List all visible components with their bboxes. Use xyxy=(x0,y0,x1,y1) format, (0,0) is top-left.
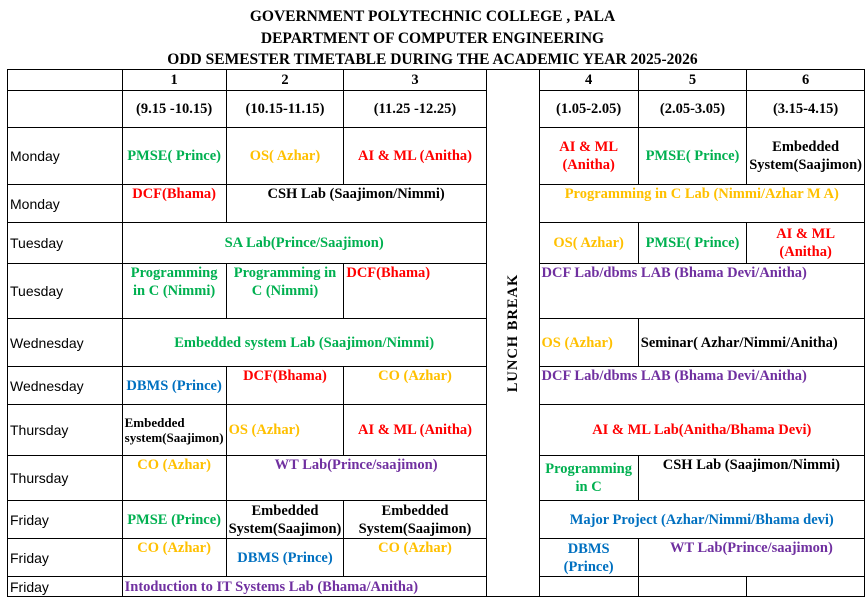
slot-p5-p6: Seminar( Azhar/Nimmi/Anitha) xyxy=(638,319,864,367)
slot-p4: Programming in C xyxy=(539,456,638,501)
slot-p4-p6: AI & ML Lab(Anitha/Bhama Devi) xyxy=(539,405,864,456)
slot-p4-empty xyxy=(539,577,638,597)
period-6-time: (3.15-4.15) xyxy=(747,91,865,128)
slot-p1-p3: Embedded system Lab (Saajimon/Nimmi) xyxy=(122,319,486,367)
schedule-row-tuesday-1 xyxy=(8,223,865,264)
slot-p2-text: Embedded System(Saajimon) xyxy=(228,502,342,537)
slot-p4-p6: Programming in C Lab (Nimmi/Azhar M A) xyxy=(539,185,864,223)
slot-p2-p3: WT Lab(Prince/saajimon) xyxy=(226,456,486,501)
period-4-time: (1.05-2.05) xyxy=(539,91,638,128)
schedule-row-friday-3 xyxy=(8,577,865,597)
slot-p6-empty xyxy=(747,577,865,597)
slot-p3: DCF(Bhama) xyxy=(344,264,486,319)
period-1-number: 1 xyxy=(122,70,226,91)
schedule-row-friday-2 xyxy=(8,539,865,577)
slot-p5: PMSE( Prince) xyxy=(638,128,746,185)
slot-p3: AI & ML (Anitha) xyxy=(344,405,486,456)
period-5-number: 5 xyxy=(638,70,746,91)
college-name: GOVERNMENT POLYTECHNIC COLLEGE , PALA xyxy=(249,8,616,25)
day-label: Monday xyxy=(8,185,123,223)
slot-p6: AI & ML (Anitha) xyxy=(747,223,865,264)
day-label: Tuesday xyxy=(8,264,123,319)
slot-p2 xyxy=(226,501,344,539)
slot-p2-text: Programming in C (Nimmi) xyxy=(233,265,337,299)
day-label: Thursday xyxy=(8,456,123,501)
slot-p4-p6: Major Project (Azhar/Nimmi/Bhama devi) xyxy=(539,501,864,539)
slot-p2-p3: CSH Lab (Saajimon/Nimmi) xyxy=(226,185,486,223)
slot-p1: Embedded system(Saajimon) xyxy=(122,405,226,456)
slot-p1 xyxy=(122,264,226,319)
slot-p2: DCF(Bhama) xyxy=(226,367,344,405)
slot-p4: AI & ML (Anitha) xyxy=(539,128,638,185)
day-label: Thursday xyxy=(8,405,123,456)
slot-p2: OS (Azhar) xyxy=(226,405,344,456)
slot-p5-empty xyxy=(638,577,746,597)
day-label: Friday xyxy=(8,577,123,597)
period-3-number: 3 xyxy=(344,70,486,91)
schedule-row-thursday-1 xyxy=(8,405,865,456)
timetable xyxy=(7,69,865,597)
slot-p2 xyxy=(226,264,344,319)
schedule-row-monday-2 xyxy=(8,185,865,223)
slot-p1: DCF(Bhama) xyxy=(122,185,226,223)
corner-cell xyxy=(8,70,123,91)
slot-p1-text: Programming in C (Nimmi) xyxy=(130,265,218,299)
period-4-number: 4 xyxy=(539,70,638,91)
period-5-time: (2.05-3.05) xyxy=(638,91,746,128)
day-label: Wednesday xyxy=(8,319,123,367)
lunch-break-column xyxy=(486,70,539,597)
slot-p3: Embedded System(Saajimon) xyxy=(344,501,486,539)
period-3-time: (11.25 -12.25) xyxy=(344,91,486,128)
day-label: Wednesday xyxy=(8,367,123,405)
slot-p3: AI & ML (Anitha) xyxy=(344,128,486,185)
slot-p1: PMSE (Prince) xyxy=(122,501,226,539)
slot-p3: CO (Azhar) xyxy=(344,539,486,577)
slot-p4: DBMS (Prince) xyxy=(539,539,638,577)
slot-p2: OS( Azhar) xyxy=(226,128,344,185)
slot-p5: PMSE( Prince) xyxy=(638,223,746,264)
corner-cell-time xyxy=(8,91,123,128)
slot-p2: DBMS (Prince) xyxy=(226,539,344,577)
schedule-row-wednesday-1 xyxy=(8,319,865,367)
schedule-row-wednesday-2 xyxy=(8,367,865,405)
day-label: Monday xyxy=(8,128,123,185)
day-label: Tuesday xyxy=(8,223,123,264)
slot-p1: CO (Azhar) xyxy=(122,539,226,577)
day-label: Friday xyxy=(8,501,123,539)
slot-p5-p6: WT Lab(Prince/saajimon) xyxy=(638,539,864,577)
slot-p5-p6: CSH Lab (Saajimon/Nimmi) xyxy=(638,456,864,501)
period-1-time: (9.15 -10.15) xyxy=(122,91,226,128)
schedule-row-friday-1 xyxy=(8,501,865,539)
slot-p3: CO (Azhar) xyxy=(344,367,486,405)
period-time-row xyxy=(8,91,865,128)
slot-p4: OS (Azhar) xyxy=(539,319,638,367)
period-number-row xyxy=(8,70,865,91)
slot-p6: Embedded System(Saajimon) xyxy=(747,128,865,185)
slot-p1: CO (Azhar) xyxy=(122,456,226,501)
timetable-title: ODD SEMESTER TIMETABLE DURING THE ACADEMIC YEAR 2025-2026 xyxy=(167,51,698,68)
lunch-break-label: LUNCH BREAK xyxy=(504,273,521,393)
slot-p1-p3: Intoduction to IT Systems Lab (Bhama/Anitha) xyxy=(122,577,486,597)
department-name: DEPARTMENT OF COMPUTER ENGINEERING xyxy=(260,30,605,47)
slot-p1-p3: SA Lab(Prince/Saajimon) xyxy=(122,223,486,264)
slot-p4-p6: DCF Lab/dbms LAB (Bhama Devi/Anitha) xyxy=(539,367,864,405)
period-2-time: (10.15-11.15) xyxy=(226,91,344,128)
schedule-row-thursday-2 xyxy=(8,456,865,501)
slot-p4-p6: DCF Lab/dbms LAB (Bhama Devi/Anitha) xyxy=(539,264,864,319)
slot-p1: DBMS (Prince) xyxy=(122,367,226,405)
slot-p1: PMSE( Prince) xyxy=(122,128,226,185)
slot-p4: OS( Azhar) xyxy=(539,223,638,264)
period-2-number: 2 xyxy=(226,70,344,91)
period-6-number: 6 xyxy=(747,70,865,91)
schedule-row-monday-1 xyxy=(8,128,865,185)
schedule-row-tuesday-2 xyxy=(8,264,865,319)
day-label: Friday xyxy=(8,539,123,577)
